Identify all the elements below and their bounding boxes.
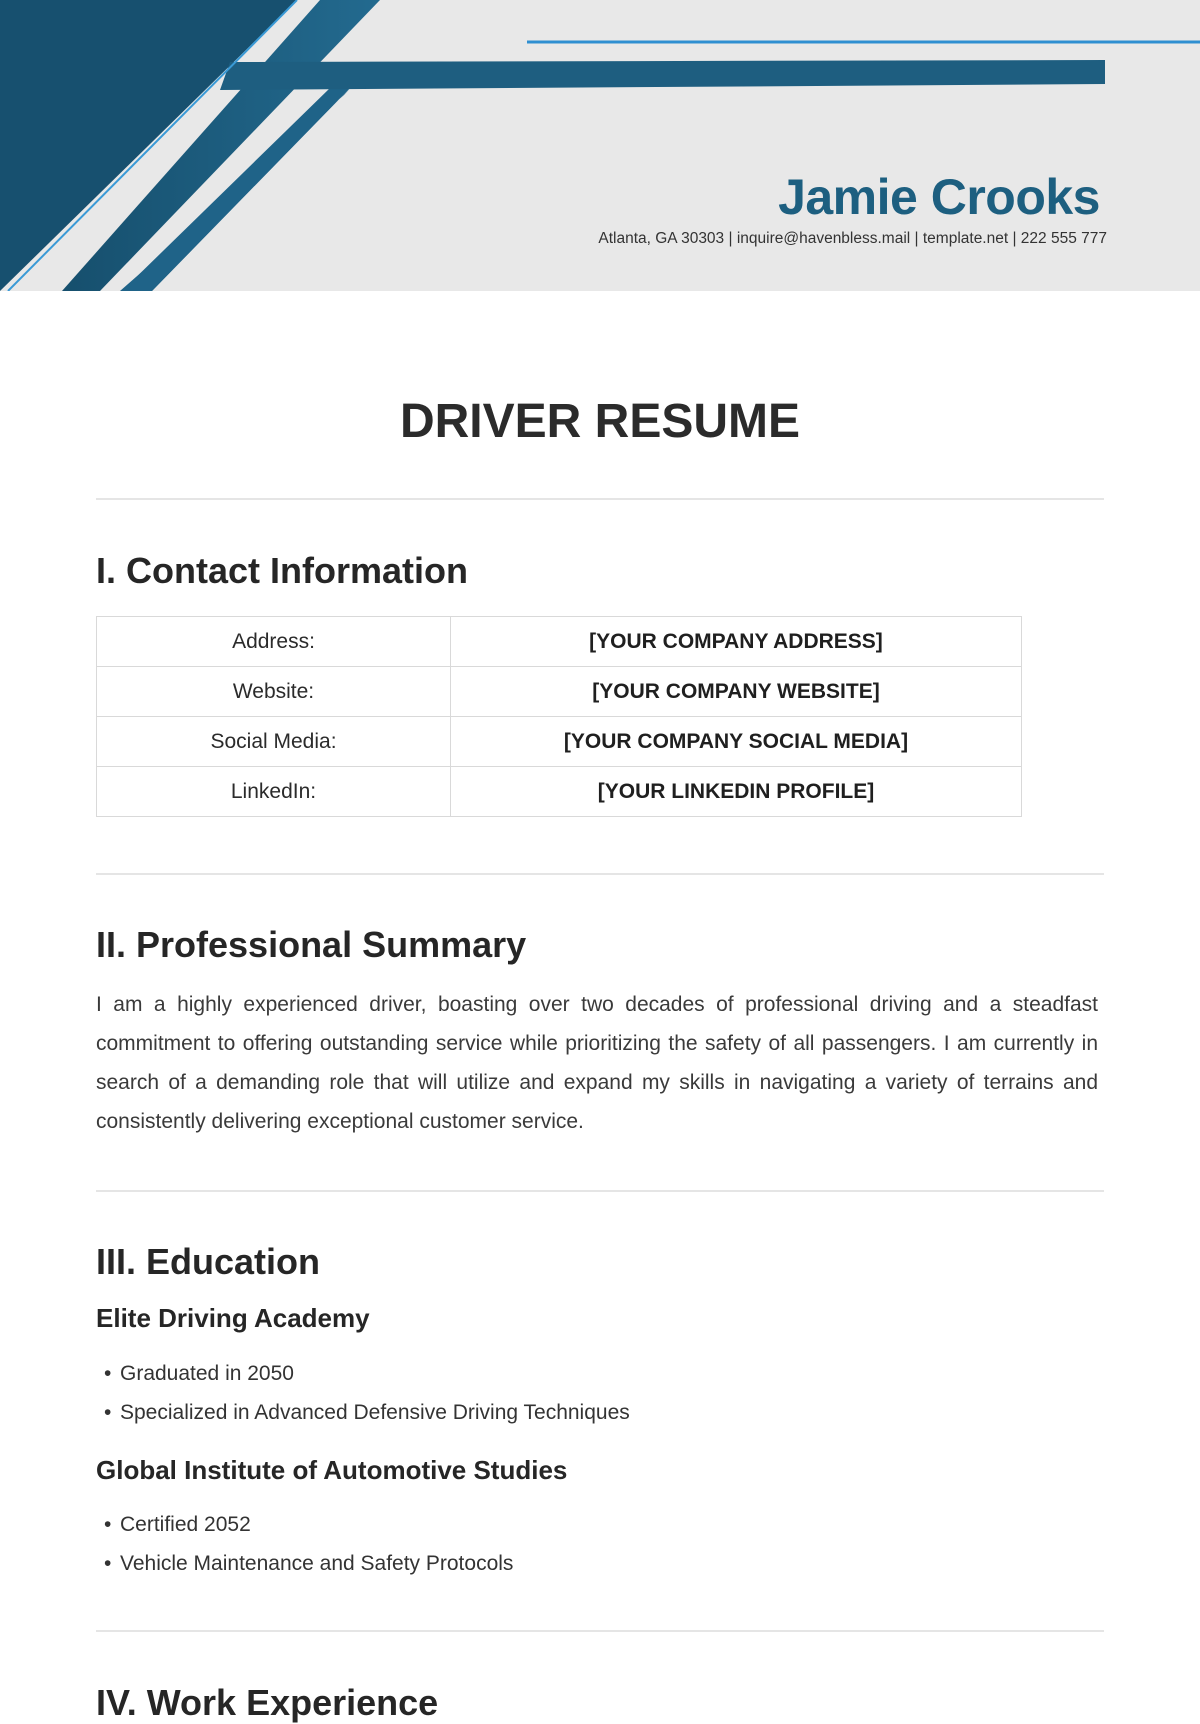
bullet-icon: • xyxy=(104,1513,112,1536)
list-item-text: Certified 2052 xyxy=(120,1513,251,1536)
school-details-list xyxy=(104,1354,630,1432)
bullet-icon: • xyxy=(104,1401,112,1424)
divider xyxy=(96,873,1104,875)
candidate-name: Jamie Crooks xyxy=(778,169,1100,225)
school-name: Elite Driving Academy xyxy=(96,1303,370,1333)
table-row xyxy=(97,767,1022,817)
list-item-text: Vehicle Maintenance and Safety Protocols xyxy=(120,1552,514,1575)
divider xyxy=(96,498,1104,500)
contact-value-website: [YOUR COMPANY WEBSITE] xyxy=(451,667,1022,717)
list-item xyxy=(104,1354,630,1393)
bullet-icon: • xyxy=(104,1552,112,1575)
contact-value-address: [YOUR COMPANY ADDRESS] xyxy=(451,617,1022,667)
school-details-list xyxy=(104,1505,513,1583)
contact-label-social-media: Social Media: xyxy=(97,717,451,767)
contact-label-linkedin: LinkedIn: xyxy=(97,767,451,817)
section-heading-work-experience: IV. Work Experience xyxy=(96,1682,439,1723)
bullet-icon: • xyxy=(104,1362,112,1385)
header-bar xyxy=(220,60,1105,90)
list-item xyxy=(104,1544,513,1583)
school-name: Global Institute of Automotive Studies xyxy=(96,1455,568,1485)
table-row xyxy=(97,717,1022,767)
contact-info-table xyxy=(96,616,1022,817)
list-item xyxy=(104,1393,630,1432)
header-band xyxy=(0,0,1200,291)
divider xyxy=(96,1190,1104,1192)
list-item-text: Graduated in 2050 xyxy=(120,1362,294,1385)
header-contact-line: Atlanta, GA 30303 | inquire@havenbless.mail | template.net | 222 555 777 xyxy=(598,230,1107,247)
list-item xyxy=(104,1505,513,1544)
table-row xyxy=(97,617,1022,667)
contact-label-website: Website: xyxy=(97,667,451,717)
table-row xyxy=(97,667,1022,717)
contact-value-social-media: [YOUR COMPANY SOCIAL MEDIA] xyxy=(451,717,1022,767)
section-heading-summary: II. Professional Summary xyxy=(96,924,527,965)
contact-label-address: Address: xyxy=(97,617,451,667)
contact-value-linkedin: [YOUR LINKEDIN PROFILE] xyxy=(451,767,1022,817)
document-title: DRIVER RESUME xyxy=(399,395,801,448)
section-heading-education: III. Education xyxy=(96,1241,321,1282)
professional-summary-text: I am a highly experienced driver, boasting over two decades of professional driving and a steadfast commitment to offering outstanding service while prioritizing the safety of all passengers. I am currently in search of a demanding role that will utilize and expand my skills in navigating a variety of terrains and consistently delivering exceptional customer service. xyxy=(96,993,1098,1133)
list-item-text: Specialized in Advanced Defensive Driving Techniques xyxy=(120,1401,630,1424)
section-heading-contact: I. Contact Information xyxy=(96,550,468,591)
divider xyxy=(96,1630,1104,1632)
